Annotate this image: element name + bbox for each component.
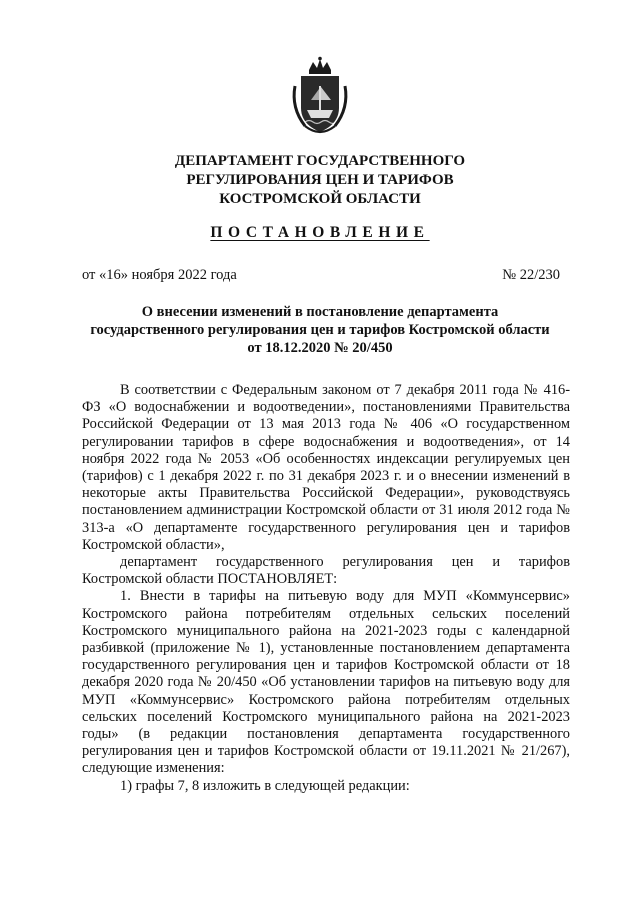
document-body (82, 382, 570, 795)
document-type-title: ПОСТАНОВЛЕНИЕ (210, 224, 430, 241)
subject-line: от 18.12.2020 № 20/450 (247, 340, 393, 356)
department-line: ДЕПАРТАМЕНТ ГОСУДАРСТВЕННОГО (174, 153, 466, 169)
body-paragraph-item-1: 1. Внести в тарифы на питьевую воду для МУП «Коммунсервис» Костромского района потребителям отдельных сельских поселений Костромского муниципального района на 2021-2023 годы с календарной разбивкой (приложение № 1), установленные постановлением департамента государственного регулирования цен и тарифов Костромской области от 18 декабря 2020 года № 20/450 «Об установлении тарифов на питьевую воду для МУП «Коммунсервис» Костромского района потребителям отдельных сельских поселений Костромского муниципального района на 2021-2023 годы» (в редакции постановления департамента государственного регулирования цен и тарифов Костромской области от 19.11.2021 № 21/267), следующие изменения: (82, 588, 570, 777)
department-line: РЕГУЛИРОВАНИЯ ЦЕН И ТАРИФОВ (186, 172, 454, 188)
document-date: от «16» ноября 2022 года (82, 267, 237, 283)
document-number: № 22/230 (502, 267, 560, 283)
coat-of-arms-icon (287, 56, 353, 138)
subject-line: государственного регулирования цен и тарифов Костромской области (90, 322, 550, 338)
department-line: КОСТРОМСКОЙ ОБЛАСТИ (219, 191, 421, 207)
subject-line: О внесении изменений в постановление департамента (141, 304, 499, 320)
body-paragraph-resolve: департамент государственного регулирования цен и тарифов Костромской области ПОСТАНОВЛЯЕТ: (82, 554, 570, 588)
department-name (80, 152, 560, 209)
document-subject (80, 303, 560, 357)
body-paragraph-subitem-1: 1) графы 7, 8 изложить в следующей редакции: (120, 777, 410, 794)
body-paragraph-preamble: В соответствии с Федеральным законом от 7 декабря 2011 года № 416-ФЗ «О водоснабжении и водоотведении», постановлениями Правительства Российской Федерации от 13 мая 2013 года № 406 «О государственном регулировании тарифов в сфере водоснабжения и водоотведения», от 14 ноября 2022 года № 2053 «Об особенностях индексации регулируемых цен (тарифов) с 1 декабря 2022 г. по 31 декабря 2023 г. и о внесении изменений в некоторые акты Правительства Российской Федерации», руководствуясь постановлением администрации Костромской области от 31 июля 2012 года № 313-а «О департаменте государственного регулирования цен и тарифов Костромской области», (82, 382, 570, 553)
